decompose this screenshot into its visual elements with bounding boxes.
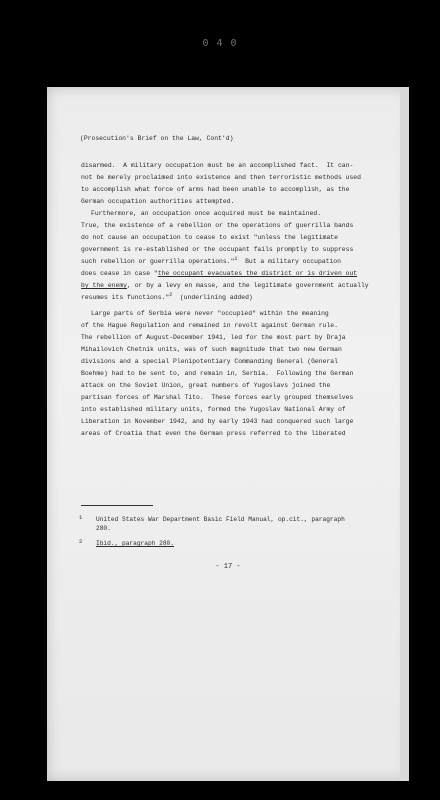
body-line: The rebellion of August-December 1941, led for the most part by Draja [81, 334, 346, 341]
underlined-text: the occupant evacuates the district or is driven out [157, 270, 358, 277]
body-line: Mihailovich Chetnik units, was of such magnitude that two new German [81, 346, 342, 353]
footnote-ref: 1 [234, 256, 238, 262]
body-line: of the Hague Regulation and remained in revolt against German rule. [81, 322, 338, 329]
footnote-text: 280. [96, 525, 111, 532]
body-line: partisan forces of Marshal Tito. These forces early grouped themselves [81, 394, 354, 401]
underlined-text: by the enemy [81, 282, 128, 289]
document-page [47, 87, 409, 781]
footnote [79, 539, 399, 548]
body-line: Furthermore, an occupation once acquired must be maintained. [91, 210, 322, 217]
body-line: attack on the Soviet Union, great numbers of Yugoslavs joined the [81, 382, 331, 389]
body-text: , or by a levy en masse, and the legitimate government actually [127, 282, 369, 289]
body-line: German occupation authorities attempted. [81, 198, 235, 205]
footnote-number: 1 [79, 514, 83, 521]
body-line: True, the existence of a rebellion or the operations of guerrilla bands [81, 222, 354, 229]
body-line [81, 256, 391, 268]
body-line [81, 280, 391, 292]
body-text: But a military occupation [237, 258, 341, 265]
body-line: not be merely proclaimed into existence and then terroristic methods used [81, 174, 361, 181]
body-text: resumes its functions." [81, 294, 170, 301]
body-line: divisions and a special Plenipotentiary Commanding General (General [81, 358, 338, 365]
body-text: (underlining added) [172, 294, 253, 301]
body-line [81, 268, 391, 280]
body-line: Liberation in November 1942, and by early 1943 had conquered such large [81, 418, 354, 425]
body-line: areas of Croatia that even the German press referred to the liberated [81, 430, 346, 437]
document-body [81, 160, 391, 440]
footnote-text: United States War Department Basic Field Manual, op.cit., paragraph [96, 516, 345, 523]
body-line: do not cause an occupation to cease to exist "unless the legitimate [81, 234, 338, 241]
page-header: (Prosecution's Brief on the Law, Cont'd) [80, 135, 234, 142]
body-line: into established military units, formed the Yugoslav National Army of [81, 406, 346, 413]
body-line: Boehme) had to be sent to, and remain in, Serbia. Following the German [81, 370, 354, 377]
footnote-ref: 2 [169, 292, 173, 298]
footnote-text [96, 539, 399, 548]
footnote-divider [81, 505, 153, 506]
body-text: such rebellion or guerrilla operations." [81, 258, 235, 265]
body-line: to accomplish what force of arms had been unable to accomplish, as the [81, 186, 350, 193]
page-edge-shadow [400, 87, 409, 781]
body-line: Large parts of Serbia were never "occupied" within the meaning [91, 310, 329, 317]
film-frame-number: 0 4 0 [202, 38, 238, 49]
body-line: disarmed. A military occupation must be an accomplished fact. It can- [81, 162, 354, 169]
footnote-number: 2 [79, 538, 83, 545]
body-text: does cease in case " [81, 270, 158, 277]
body-line: government is re-established or the occupant fails promptly to suppress [81, 246, 354, 253]
body-line [81, 292, 391, 304]
page-number: - 17 - [215, 563, 241, 571]
footnote [79, 515, 399, 533]
footnote-ibid: Ibid., paragraph 280. [96, 540, 174, 547]
